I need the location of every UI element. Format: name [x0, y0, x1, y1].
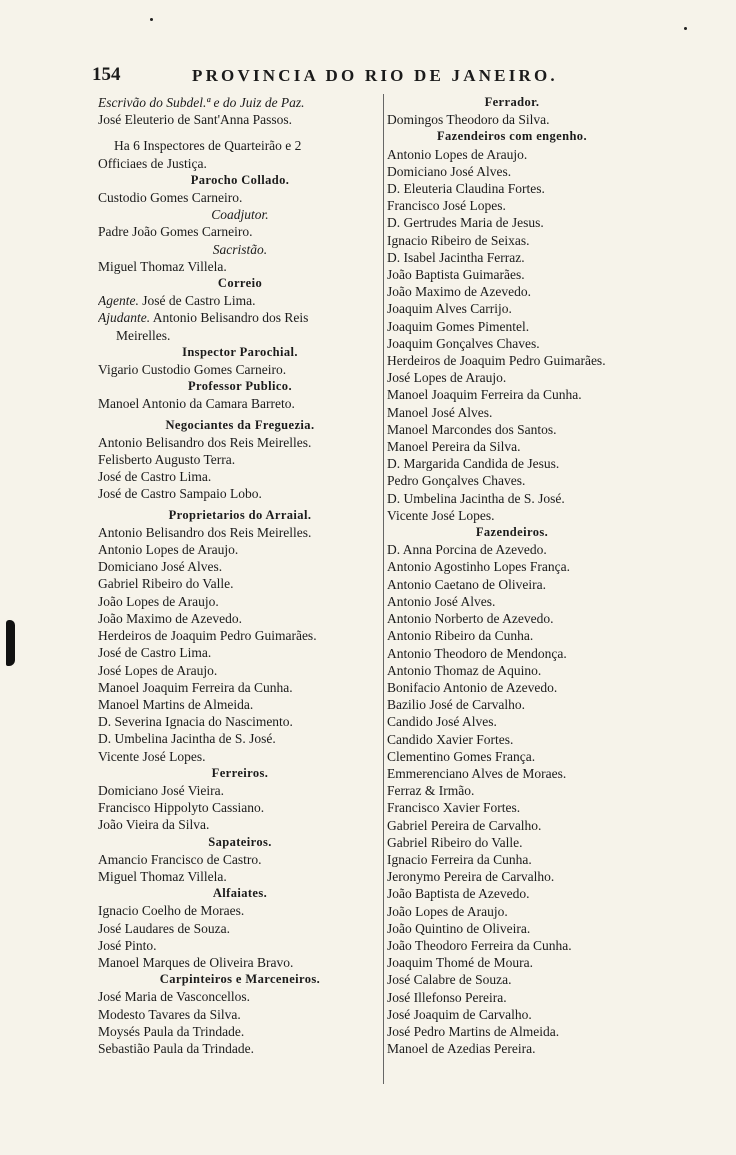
- list-entry: Joaquim Gomes Pimentel.: [387, 318, 530, 334]
- list-entry: D. Severina Ignacia do Nascimento.: [98, 714, 293, 730]
- list-entry: Vigario Custodio Gomes Carneiro.: [98, 362, 287, 378]
- list-entry: Joaquim Thomé de Moura.: [387, 955, 533, 971]
- section-heading: Sapateiros.: [208, 834, 272, 849]
- list-entry: Emmerenciano Alves de Moraes.: [387, 765, 567, 781]
- list-entry: Ignacio Ribeiro de Seixas.: [387, 232, 530, 248]
- list-entry: Manoel Marcondes dos Santos.: [387, 421, 557, 437]
- section-heading: Fazendeiros.: [475, 525, 549, 540]
- page-number: 154: [92, 64, 121, 85]
- list-entry: José Maria de Vasconcellos.: [98, 989, 250, 1005]
- list-entry: Domiciano José Alves.: [387, 163, 512, 179]
- list-entry: Gabriel Pereira de Carvalho.: [387, 817, 542, 833]
- page-title: PROVINCIA DO RIO DE JANEIRO.: [192, 66, 558, 85]
- list-entry: Domiciano José Alves.: [98, 559, 223, 575]
- list-entry: Amancio Francisco de Castro.: [98, 851, 262, 867]
- section-heading: Professor Publico.: [188, 379, 292, 394]
- role-subheading: Sacristão.: [212, 241, 268, 257]
- list-entry: Moysés Paula da Trindade.: [98, 1023, 245, 1039]
- ink-speck: [150, 18, 153, 21]
- list-entry: [98, 292, 382, 309]
- list-entry: Francisco Xavier Fortes.: [387, 800, 521, 816]
- section-heading: Proprietarios do Arraial.: [168, 507, 312, 522]
- list-entry: José de Castro Lima.: [98, 645, 212, 661]
- running-header: [92, 64, 632, 88]
- list-entry: Meirelles.: [116, 327, 171, 343]
- list-entry: João Lopes de Araujo.: [98, 593, 219, 609]
- list-entry: Manoel Antonio da Camara Barreto.: [98, 396, 295, 412]
- section-heading: Ferrador.: [484, 95, 540, 109]
- list-entry: D. Umbelina Jacintha de S. José.: [387, 490, 565, 506]
- list-entry: João Lopes de Araujo.: [387, 903, 508, 919]
- list-entry: Vicente José Lopes.: [387, 507, 495, 523]
- list-entry: Ferraz & Irmão.: [387, 783, 475, 799]
- list-entry: José Illefonso Pereira.: [387, 989, 507, 1005]
- list-entry: José Joaquim de Carvalho.: [387, 1006, 532, 1022]
- list-entry: José Laudares de Souza.: [98, 920, 230, 936]
- section-heading: Alfaiates.: [212, 886, 268, 901]
- list-entry: Manoel de Azedias Pereira.: [387, 1041, 536, 1057]
- list-entry: D. Eleuteria Claudina Fortes.: [387, 181, 545, 197]
- list-entry: Antonio Thomaz de Aquino.: [387, 662, 542, 678]
- list-entry: Felisberto Augusto Terra.: [98, 452, 236, 468]
- list-entry: D. Margarida Candida de Jesus.: [387, 456, 560, 472]
- section-heading: Carpinteiros e Marceneiros.: [159, 972, 321, 987]
- list-entry: José Pedro Martins de Almeida.: [387, 1023, 560, 1039]
- role-label: Ajudante.: [98, 310, 151, 326]
- list-entry: [98, 309, 382, 326]
- list-entry: Antonio Lopes de Araujo.: [98, 542, 239, 558]
- list-entry: D. Anna Porcina de Azevedo.: [387, 542, 547, 558]
- list-entry: Pedro Gonçalves Chaves.: [387, 473, 526, 489]
- list-entry: Herdeiros de Joaquim Pedro Guimarães.: [387, 353, 606, 369]
- list-entry: João Baptista Guimarães.: [387, 267, 525, 283]
- list-entry: Modesto Tavares da Silva.: [98, 1006, 241, 1022]
- list-entry: Antonio Ribeiro da Cunha.: [387, 628, 534, 644]
- list-entry: Francisco José Lopes.: [387, 198, 506, 214]
- list-entry: Manoel Martins de Almeida.: [98, 696, 254, 712]
- list-entry: D. Isabel Jacintha Ferraz.: [387, 249, 525, 265]
- section-heading: Ferreiros.: [211, 765, 269, 780]
- ink-blot: [6, 620, 15, 666]
- section-heading: Inspector Parochial.: [182, 344, 298, 359]
- list-entry: Joaquim Alves Carrijo.: [387, 301, 512, 317]
- section-heading: Negociantes da Freguezia.: [165, 417, 315, 432]
- list-entry: Antonio Theodoro de Mendonça.: [387, 645, 567, 661]
- list-entry: Antonio Belisandro dos Reis Meirelles.: [98, 434, 312, 450]
- list-entry: João Quintino de Oliveira.: [387, 920, 531, 936]
- list-entry: Antonio Caetano de Oliveira.: [387, 576, 546, 592]
- list-entry: José Eleuterio de Sant'Anna Passos.: [98, 112, 293, 128]
- list-entry: Miguel Thomaz Villela.: [98, 868, 227, 884]
- list-entry: Sebastião Paula da Trindade.: [98, 1040, 254, 1056]
- list-entry: José Calabre de Souza.: [387, 972, 512, 988]
- list-entry: Jeronymo Pereira de Carvalho.: [387, 869, 555, 885]
- entry-name: José de Castro Lima.: [142, 293, 256, 309]
- list-entry: José de Castro Lima.: [98, 469, 212, 485]
- list-entry: Candido José Alves.: [387, 714, 497, 730]
- entry-name: Antonio Belisandro dos Reis: [152, 310, 309, 326]
- list-entry: João Maximo de Azevedo.: [98, 610, 242, 626]
- list-entry: Manoel Joaquim Ferreira da Cunha.: [387, 387, 582, 403]
- section-heading: Fazendeiros com engenho.: [437, 129, 587, 144]
- list-entry: D. Gertrudes Maria de Jesus.: [387, 215, 544, 231]
- list-entry: Ha 6 Inspectores de Quarteirão e 2: [114, 138, 302, 154]
- list-entry: José Lopes de Araujo.: [98, 662, 218, 678]
- list-entry: Antonio Agostinho Lopes França.: [387, 559, 570, 575]
- list-entry: Herdeiros de Joaquim Pedro Guimarães.: [98, 628, 317, 644]
- list-entry: Domingos Theodoro da Silva.: [387, 112, 550, 128]
- list-entry: Gabriel Ribeiro do Valle.: [98, 576, 234, 592]
- left-column: [98, 94, 382, 1057]
- list-entry: Clementino Gomes França.: [387, 748, 536, 764]
- list-entry: João Vieira da Silva.: [98, 817, 210, 833]
- list-entry: Ignacio Coelho de Moraes.: [98, 903, 245, 919]
- list-entry: Manoel Pereira da Silva.: [387, 439, 521, 455]
- list-entry: Francisco Hippolyto Cassiano.: [98, 800, 265, 816]
- list-entry: Antonio José Alves.: [387, 593, 496, 609]
- right-column: [387, 94, 637, 1057]
- list-entry: D. Umbelina Jacintha de S. José.: [98, 731, 276, 747]
- list-entry: Domiciano José Vieira.: [98, 782, 225, 798]
- list-entry: Antonio Lopes de Araujo.: [387, 146, 528, 162]
- list-entry: João Baptista de Azevedo.: [387, 886, 530, 902]
- ink-speck: [684, 27, 687, 30]
- column-divider: [383, 94, 384, 1084]
- list-entry: Candido Xavier Fortes.: [387, 731, 514, 747]
- list-entry: Antonio Norberto de Azevedo.: [387, 611, 554, 627]
- section-heading: Parocho Collado.: [190, 172, 290, 187]
- list-entry: Ignacio Ferreira da Cunha.: [387, 851, 532, 867]
- list-entry: José Lopes de Araujo.: [387, 370, 507, 386]
- list-entry: Officiaes de Justiça.: [98, 155, 207, 171]
- role-label: Escrivão do Subdel.ª e do Juiz de Paz.: [98, 95, 305, 110]
- list-entry: Antonio Belisandro dos Reis Meirelles.: [98, 524, 312, 540]
- list-entry: [98, 94, 382, 111]
- list-entry: José de Castro Sampaio Lobo.: [98, 486, 262, 502]
- list-entry: Bazilio José de Carvalho.: [387, 697, 525, 713]
- spacer: [98, 128, 382, 137]
- list-entry: Vicente José Lopes.: [98, 748, 206, 764]
- list-entry: Custodio Gomes Carneiro.: [98, 190, 243, 206]
- list-entry: João Maximo de Azevedo.: [387, 284, 531, 300]
- list-entry: José Pinto.: [98, 937, 157, 953]
- role-subheading: Coadjutor.: [211, 207, 269, 223]
- list-entry: Joaquim Gonçalves Chaves.: [387, 335, 540, 351]
- role-label: Agente.: [98, 293, 139, 309]
- list-entry: Miguel Thomaz Villela.: [98, 258, 227, 274]
- list-entry: Padre João Gomes Carneiro.: [98, 224, 253, 240]
- list-entry: João Theodoro Ferreira da Cunha.: [387, 937, 572, 953]
- list-entry: Manoel Marques de Oliveira Bravo.: [98, 954, 294, 970]
- section-heading: Correio: [217, 276, 263, 291]
- list-entry: Bonifacio Antonio de Azevedo.: [387, 679, 558, 695]
- list-entry: Manoel Joaquim Ferreira da Cunha.: [98, 679, 293, 695]
- list-entry: Gabriel Ribeiro do Valle.: [387, 834, 523, 850]
- list-entry: Manoel José Alves.: [387, 404, 493, 420]
